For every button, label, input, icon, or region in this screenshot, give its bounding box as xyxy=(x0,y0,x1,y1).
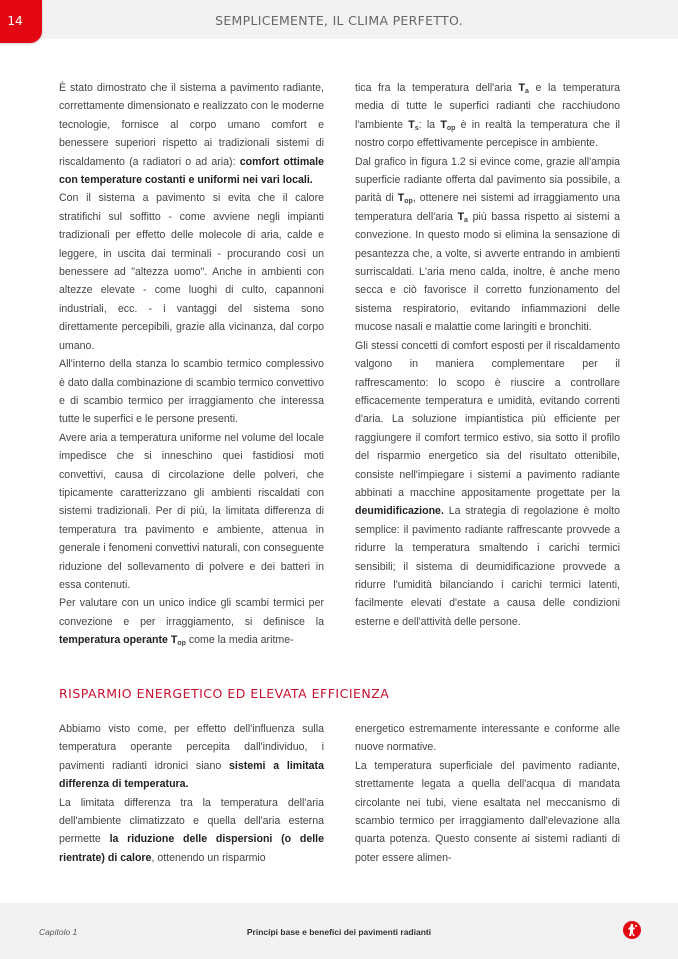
footer-chapter: Capitolo 1 xyxy=(39,927,78,937)
paragraph: Abbiamo visto come, per effetto dell'influenza sulla temperatura operante percepita dall'individuo, i pavimenti radianti idronici siano sistemi a limitata differenza di temperatura. xyxy=(59,723,324,791)
paragraph: Avere aria a temperatura uniforme nel volume del locale impedisce che si inneschino quei fastidiosi moti convettivi, causa di circolazione delle polveri, che tipicamente caratterizzano gli ambienti riscaldati con sistemi tradizionali. Per di più, la limitata differenza di temperatura tra pavimento e ambiente, attenua in generale i fenomeni convettivi naturali, con conseguente riduzione del sollevamento di polvere e dei batteri in essa contenuti. xyxy=(59,431,324,591)
brand-logo-icon xyxy=(623,921,641,939)
paragraph: È stato dimostrato che il sistema a pavimento radiante, correttamente dimensionato e realizzato con le moderne tecnologie, fornisce al corpo umano comfort e benessere superiori rispetto ai tradizionali sistemi di riscaldamento (a radiatori o ad aria): comfort ottimale con temperature costanti e uniformi nei vari locali. xyxy=(59,82,324,187)
paragraph: La temperatura superficiale del pavimento radiante, strettamente legata a quella dell'acqua di mandata circolante nei tubi, viene esaltata nel meccanismo di scambio termico per irraggiamento dall'elevazione alla quarta potenza. Questo consente ai sistemi radianti di poter essere alimen- xyxy=(355,759,620,864)
paragraph: Gli stessi concetti di comfort esposti per il riscaldamento valgono in maniera complementare per il raffrescamento: lo scopo è riuscire a controllare efficacemente temperatura e umidità, evitando correnti d'aria. La soluzione impiantistica più efficiente per raggiungere il comfort termico estivo, sia sotto il profilo del risparmio energetico sia del risultato ottenibile, consiste nell'impiegare i sistemi a pavimento radiante abbinati a macchine appositamente progettate per la deumidificazione. La strategia di regolazione è molto semplice: il pavimento radiante raffrescante provvede a ridurre la temperatura smaltendo i carichi termici sensibili; il sistema di deumidificazione provvede a ridurre l'umidità bilanciando i carichi termici latenti, facilmente elevati d'estate a causa delle condizioni esterne e dell'attività delle persone. xyxy=(355,339,620,628)
page-number: 14 xyxy=(7,14,23,28)
paragraph: All'interno della stanza lo scambio termico complessivo è dato dalla combinazione di scambio termico convettivo e di scambio termico per irraggiamento che interessa tutte le superfici e le persone presenti. xyxy=(59,358,324,426)
section-heading: RISPARMIO ENERGETICO ED ELEVATA EFFICIENZA xyxy=(59,686,390,701)
text-column-right-top xyxy=(355,79,620,631)
paragraph: Dal grafico in figura 1.2 si evince come, grazie all'ampia superficie radiante offerta dal pavimento sia possibile, a parità di $T_{op}$, ottenere nei sistemi ad irraggiamento una temperatura dell'aria $T_a$ più bassa rispetto ai sistemi a convezione. In questo modo si elimina la sensazione di pesantezza che, a volte, si avverte entrando in ambienti surriscaldati. L'aria meno calda, inoltre, è anche meno secca e ciò favorisce il corretto funzionamento del sistema respiratorio, evitando infiammazioni delle mucose nasali e malattie come laringiti e bronchiti. xyxy=(355,155,620,334)
text-column-left-bottom xyxy=(59,720,324,867)
text-column-right-bottom xyxy=(355,720,620,867)
running-title: SEMPLICEMENTE, IL CLIMA PERFETTO. xyxy=(215,13,463,28)
paragraph: Per valutare con un unico indice gli scambi termici per convezione e per irraggiamento, si definisce la temperatura operante $T_{op}$ come la media aritme- xyxy=(59,597,324,648)
paragraph: Con il sistema a pavimento si evita che il calore stratifichi sul soffitto - come avviene negli impianti tradizionali per effetto delle molecole di aria, calde e leggere, in uscita dai terminali - procurando così un benessere ad "altezza uomo". Anche in ambienti con altezze elevate - come luoghi di culto, capannoni industriali, ecc. - i vantaggi del sistema sono direttamente percepibili, grazie alla vicinanza, dal corpo umano. xyxy=(59,192,324,352)
paragraph: tica fra la temperatura dell'aria $T_a$ e la temperatura media di tutte le superfici radianti che racchiudono l'ambiente $T_s$: la $T_{op}$ è in realtà la temperatura che il nostro corpo effettivamente percepisce in ambiente. xyxy=(355,82,620,150)
paragraph: energetico estremamente interessante e conforme alle nuove normative. xyxy=(355,723,620,754)
footer-title: Principi base e benefici dei pavimenti radianti xyxy=(246,927,432,937)
paragraph: La limitata differenza tra la temperatura dell'aria dell'ambiente climatizzato e quella dell'aria esterna permette la riduzione delle dispersioni (o delle rientrate) di calore, ottenendo un risparmio xyxy=(59,796,324,864)
text-column-left-top xyxy=(59,79,324,650)
